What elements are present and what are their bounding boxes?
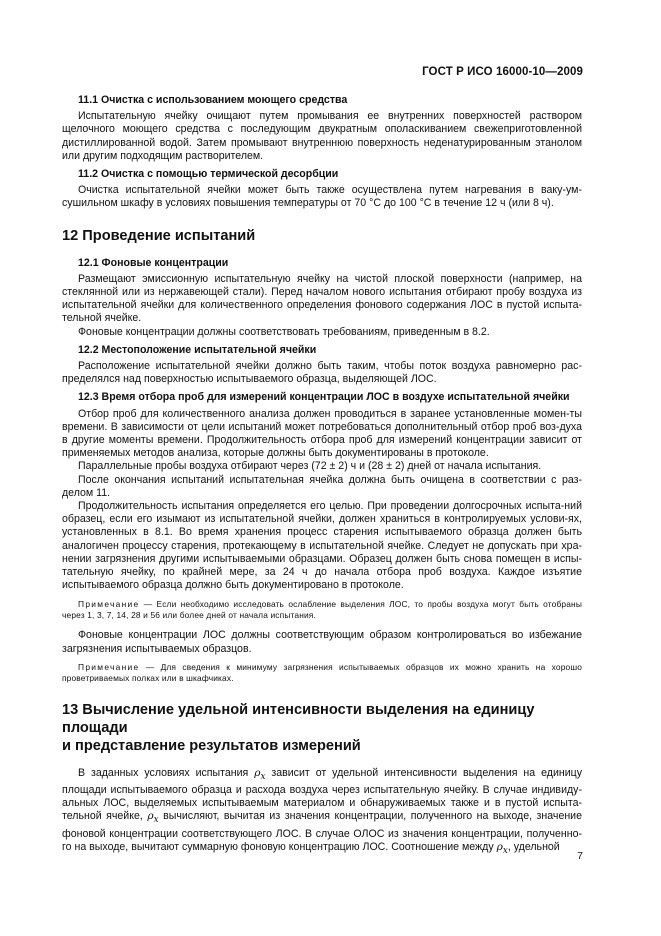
heading-13: [62, 701, 582, 755]
heading-13-line-1: 13 Вычисление удельной интенсивности выделения на единицу площади: [62, 701, 535, 736]
heading-13-line-2: и представление результатов измерений: [62, 737, 361, 754]
rho-glyph: ρ: [496, 840, 503, 853]
page-number: 7: [577, 850, 583, 862]
paragraph-12-2: Расположение испытательной ячейки должно быть таким, чтобы поток воздуха равномерно рас-пределялся над поверхностью испытываемого образца, выделяющей ЛОС.: [62, 360, 582, 386]
heading-12-3: 12.3 Время отбора проб для измерений концентрации ЛОС в воздухе испытательной ячейки: [78, 391, 570, 404]
rho-subscript: x: [260, 771, 266, 782]
heading-11-2: 11.2 Очистка с помощью термической десорбции: [78, 168, 339, 181]
note-1-label: Примечание: [78, 598, 140, 609]
paragraph-11-1: Испытательную ячейку очищают путем промывания ее внутренних поверхностей раствором щелочного моющего средства с последующим двукратным ополаскиванием свежеприготовленной дистиллированной водой. Затем промывают внутреннюю поверхность неденатурированным этанолом или другим подходящим растворителем.: [62, 110, 582, 162]
paragraph-12-3-a: Отбор проб для количественного анализа должен проводиться в заранее установленные момен-ты времени. В зависимости от цели испытаний может потребоваться дополнительный отбор проб воз-духа в другие моменты времени. Продолжительность отбора проб для измерений концентрации зависит от применяемых методов анализа, которые должны быть документированы в протоколе.: [62, 407, 582, 460]
paragraph-12-1-b: Фоновые концентрации должны соответствовать требованиям, приведенным в 8.2.: [78, 325, 490, 338]
document-id: ГОСТ Р ИСО 16000-10—2009: [422, 66, 583, 78]
rho-glyph: ρ: [147, 810, 154, 823]
paragraph-12-3-c: После окончания испытаний испытательная ячейка должна быть очищена в соответствии с раз-делом 11.: [62, 473, 582, 499]
note-1: Примечание — Если необходимо исследовать ослабление выделения ЛОС, то пробы воздуха могут быть отобраны через 1, 3, 7, 14, 28 и 56 или более дней от начала испытания.: [62, 598, 582, 620]
heading-12-2: 12.2 Местоположение испытательной ячейки: [78, 343, 317, 356]
paragraph-12-3-e: Фоновые концентрации ЛОС должны соответствующим образом контролироваться во избежание загрязнения испытываемых образцов.: [62, 629, 582, 655]
note-2-text: Для сведения к минимуму загрязнения испытываемых образцов их можно хранить на хорошо проветриваемых полках или в шкафчиках.: [62, 661, 583, 684]
rho-symbol-2: [147, 810, 159, 826]
note-1-text: Если необходимо исследовать ослабление выделения ЛОС, то пробы воздуха могут быть отобраны через 1, 3, 7, 14, 28 и 56 или более дней от начала испытания.: [62, 598, 582, 620]
note-2-label: Примечание: [78, 661, 140, 672]
paragraph-13-part-c: вычисляют, вычитая из значения концентрации, полученного на выходе, значение фоновой концентрации соответствующего ЛОС. В случае ОЛОС из значения концентрации, полученно-го на выходе, вычитают суммарную фоновую концентрацию ЛОС. Соотношение между: [62, 810, 582, 853]
paragraph-12-1-a: Размещают эмиссионную испытательную ячейку на чистой плоской поверхности (например, на стеклянной или из нержавеющей стали). Перед началом нового испытания отбирают пробу воздуха из испытательной ячейки для количественного определения фонового содержания ЛОС в пустой испыта-тельной ячейке.: [62, 272, 582, 325]
rho-subscript: x: [502, 845, 508, 856]
page-content: [62, 94, 582, 858]
paragraph-12-3-d: Продолжительность испытания определяется его целью. При проведении долгосрочных испыта-ний образец, если его изымают из испытательной ячейки, должен храниться в контролируемых услови-ях, установленных в 8.1. Во время хранения процесс старения испытываемого образца должен быть аналогичен процессу старения, протекающему в испытательной ячейке. Следует не допускать при хра-нении загрязнения другими испытываемыми образцами. Образец должен быть снова помещен в испы-тательную ячейку, по крайней мере, за 24 ч до начала отбора проб воздуха. Каждое изъятие испытываемого образца должно быть документировано в протоколе.: [62, 500, 582, 592]
paragraph-13-part-b: зависит от удельной интенсивности выделения на единицу площади испытываемого образца и расхода воздуха через испытательную ячейку. В случае индивиду-альных ЛОС, выделяемых испытываемым материалом и обнаруживаемых также и в пустой испыта-тельной ячейке,: [62, 766, 582, 823]
paragraph-12-3-b: Параллельные пробы воздуха отбирают через (72 ± 2) ч и (28 ± 2) дней от начала испытания.: [78, 460, 542, 473]
heading-12: 12 Проведение испытаний: [62, 227, 256, 244]
note-2: Примечание — Для сведения к минимуму загрязнения испытываемых образцов их можно хранить на хорошо проветриваемых полках или в шкафчиках.: [62, 661, 583, 684]
paragraph-13-part-d: , удельной: [507, 840, 560, 853]
heading-11-1: 11.1 Очистка с использованием моющего средства: [78, 94, 348, 106]
rho-subscript: x: [153, 815, 159, 826]
rho-symbol-1: [254, 766, 266, 782]
rho-glyph: ρ: [254, 766, 261, 779]
paragraph-13-part-a: В заданных условиях испытания: [78, 766, 249, 779]
heading-12-1: 12.1 Фоновые концентрации: [78, 256, 229, 269]
paragraph-11-2: Очистка испытательной ячейки может быть также осуществлена путем нагревания в ваку-ум-сушильном шкафу в условиях повышения температуры от 70 °С до 100 °С в течение 12 ч (или 8 ч).: [62, 184, 582, 210]
rho-symbol-3: [496, 840, 508, 856]
paragraph-13: [62, 767, 582, 859]
